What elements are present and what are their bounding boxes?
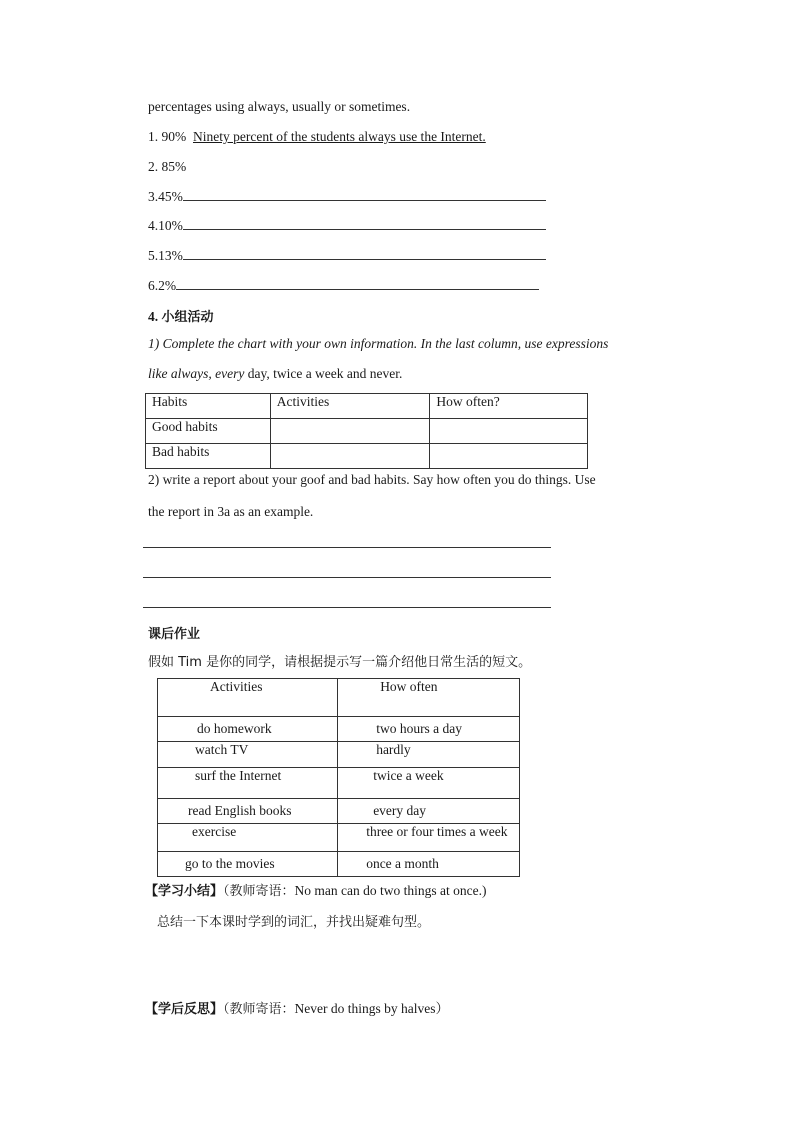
item-5-blank[interactable] (183, 247, 546, 260)
writing-line-1[interactable] (143, 547, 551, 548)
reflection-note-text: Never do things by halves） (294, 1001, 450, 1016)
item-4-label: 4.10% (148, 218, 183, 233)
homework-header-how-often: How often (338, 679, 520, 717)
habits-header-habits: Habits (146, 394, 271, 419)
item-5 (148, 247, 546, 264)
homework-row (158, 717, 520, 742)
habits-cell-good-label: Good habits (146, 419, 271, 444)
homework-header-row (158, 679, 520, 717)
item-3 (148, 188, 546, 205)
habits-cell-good-how-often[interactable] (430, 419, 588, 444)
section-4-num: 4. (148, 309, 159, 324)
summary-line (145, 880, 486, 899)
item-1 (148, 129, 486, 145)
intro-text: percentages using always, usually or sometimes. (148, 99, 411, 114)
habits-cell-good-activities[interactable] (270, 419, 430, 444)
instruction-2-line-2: the report in 3a as an example. (148, 504, 314, 519)
homework-frequency: once a month (338, 852, 520, 877)
item-6-blank[interactable] (176, 277, 539, 290)
item-1-answer: Ninety percent of the students always use the Internet. (193, 129, 486, 144)
homework-table (157, 678, 520, 877)
homework-header-activities: Activities (158, 679, 338, 717)
homework-activity: watch TV (158, 742, 338, 768)
item-6 (148, 277, 539, 294)
homework-frequency: twice a week (338, 768, 520, 799)
item-3-label: 3.45% (148, 189, 183, 204)
summary-note-text: No man can do two things at once.) (294, 883, 487, 898)
item-4-blank[interactable] (183, 217, 546, 230)
habits-header-row (146, 394, 588, 419)
homework-prompt: 假如 Tim 是你的同学，请根据提示写一篇介绍他日常生活的短文。 (148, 655, 532, 670)
item-1-label: 1. 90% (148, 129, 187, 144)
summary-body: 总结一下本课时学到的词汇，并找出疑难句型。 (157, 915, 431, 930)
instruction-2-line-1: 2) write a report about your goof and bad habits. Say how often you do things. Use (148, 472, 596, 487)
habits-row-good (146, 419, 588, 444)
item-2-label: 2. 85% (148, 159, 187, 174)
summary-note-prefix: （教师寄语： (223, 884, 295, 899)
item-2 (148, 159, 186, 175)
homework-title: 课后作业 (148, 627, 201, 642)
reflection-line (145, 997, 449, 1017)
instruction-1-line-2 (148, 366, 402, 382)
item-4 (148, 217, 546, 234)
item-5-label: 5.13% (148, 248, 183, 263)
homework-activity: do homework (158, 717, 338, 742)
habits-cell-bad-label: Bad habits (146, 444, 271, 469)
homework-activity: exercise (158, 824, 338, 852)
habits-header-activities: Activities (270, 394, 430, 419)
item-6-label: 6.2% (148, 278, 177, 293)
homework-row (158, 742, 520, 768)
homework-row (158, 852, 520, 877)
reflection-title: 【学后反思】 (145, 1002, 224, 1017)
instruction-1-line-2-rest: day, twice a week and never. (244, 366, 403, 381)
homework-row (158, 799, 520, 824)
reflection-note-prefix: （教师寄语： (223, 1002, 295, 1017)
homework-frequency: hardly (338, 742, 520, 768)
instruction-1-line-1: 1) Complete the chart with your own information. In the last column, use expressions (148, 336, 609, 351)
summary-title: 【学习小结】 (145, 884, 224, 899)
homework-frequency: three or four times a week (338, 824, 520, 852)
habits-table (145, 393, 588, 469)
habits-cell-bad-activities[interactable] (270, 444, 430, 469)
homework-activity: surf the Internet (158, 768, 338, 799)
homework-row (158, 824, 520, 852)
habits-cell-bad-how-often[interactable] (430, 444, 588, 469)
item-3-blank[interactable] (183, 188, 546, 201)
instruction-1-line-2-italic: like always, every (148, 366, 245, 381)
homework-frequency: every day (338, 799, 520, 824)
homework-activity: read English books (158, 799, 338, 824)
homework-frequency: two hours a day (338, 717, 520, 742)
habits-header-how-often: How often? (430, 394, 588, 419)
homework-row (158, 768, 520, 799)
section-4-title: 小组活动 (161, 310, 214, 325)
habits-row-bad (146, 444, 588, 469)
homework-activity: go to the movies (158, 852, 338, 877)
writing-line-2[interactable] (143, 577, 551, 578)
writing-line-3[interactable] (143, 607, 551, 608)
section-4-heading (148, 306, 214, 325)
